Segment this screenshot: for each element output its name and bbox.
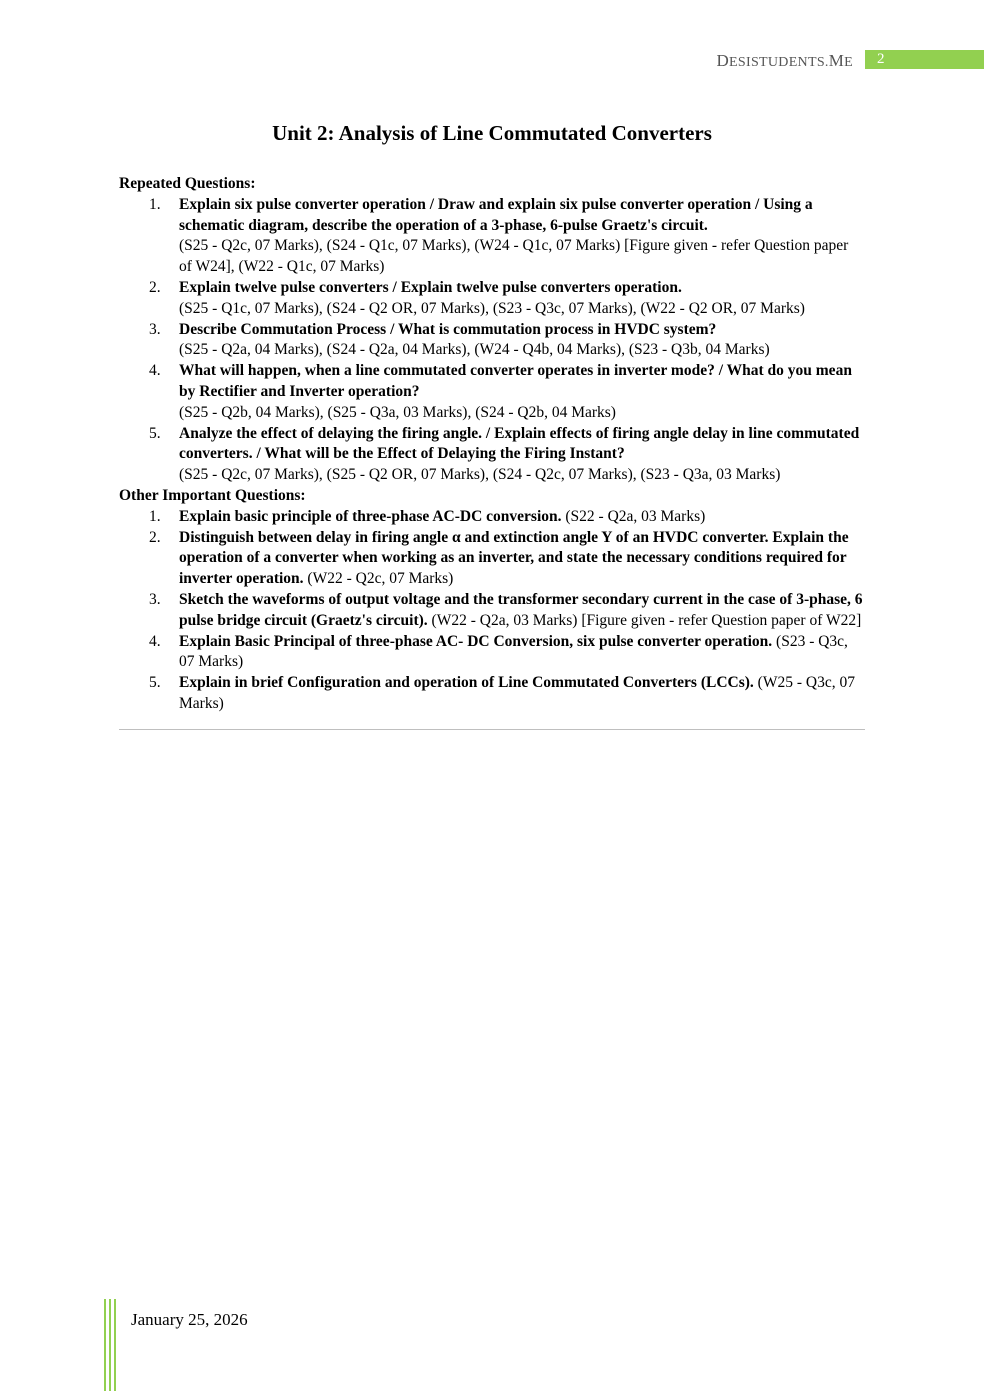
question-text: Explain basic principle of three-phase AC-DC conversion.: [179, 507, 562, 525]
question-reference: (S25 - Q2b, 04 Marks), (S25 - Q3a, 03 Marks), (S24 - Q2b, 04 Marks): [179, 403, 616, 421]
site-name-tld-initial: M: [828, 51, 845, 70]
footer-accent-bars: [104, 1299, 120, 1391]
question-reference: (W22 - Q2c, 07 Marks): [307, 570, 454, 588]
question-number: 1.: [149, 507, 161, 525]
question-item: [119, 424, 865, 486]
question-text: Distinguish between delay in firing angle α and extinction angle Y of an HVDC converter. Explain the operation of a converter when working as an inverter, and state the necessary conditions required for inverter operation.: [179, 528, 849, 588]
question-item: [119, 195, 865, 278]
question-reference: (S25 - Q2c, 07 Marks), (S25 - Q2 OR, 07 Marks), (S24 - Q2c, 07 Marks), (S23 - Q3a, 03 Marks): [179, 466, 781, 484]
footer-accent-bar: [104, 1299, 106, 1391]
question-text: Explain in brief Configuration and operation of Line Commutated Converters (LCCs).: [179, 674, 754, 692]
question-item: [119, 507, 865, 528]
question-number: 2.: [149, 278, 161, 296]
question-reference: (S25 - Q2c, 07 Marks), (S24 - Q1c, 07 Marks), (W24 - Q1c, 07 Marks) [Figure given - refer Question paper of W24], (W22 - Q1c, 07 Marks): [179, 237, 849, 276]
section-divider: [119, 729, 865, 730]
question-text: Explain Basic Principal of three-phase AC- DC Conversion, six pulse converter operation.: [179, 632, 773, 650]
question-item: [119, 528, 865, 590]
question-item: [119, 632, 865, 674]
question-reference: (S25 - Q1c, 07 Marks), (S24 - Q2 OR, 07 Marks), (S23 - Q3c, 07 Marks), (W22 - Q2 OR, 07 Marks): [179, 299, 805, 317]
page-title: Unit 2: Analysis of Line Commutated Converters: [272, 121, 712, 145]
question-item: [119, 278, 865, 320]
site-name: [716, 51, 853, 71]
question-number: 5.: [149, 674, 161, 692]
question-reference: (S25 - Q2a, 04 Marks), (S24 - Q2a, 04 Marks), (W24 - Q4b, 04 Marks), (S23 - Q3b, 04 Marks): [179, 341, 770, 359]
question-item: [119, 320, 865, 362]
question-text: Describe Commutation Process / What is commutation process in HVDC system?: [179, 320, 717, 338]
question-text: Explain six pulse converter operation / Draw and explain six pulse converter operation / Using a schematic diagram, describe the operation of a 3-phase, 6-pulse Graetz's circuit.: [179, 195, 813, 234]
question-item: [119, 361, 865, 423]
site-name-initial: D: [716, 51, 730, 70]
question-number: 4.: [149, 362, 161, 380]
site-name-rest: ESISTUDENTS: [729, 55, 825, 70]
page-number: 2: [865, 50, 984, 69]
question-text: Explain twelve pulse converters / Explain twelve pulse converters operation.: [179, 278, 682, 296]
question-reference: (S22 - Q2a, 03 Marks): [565, 507, 706, 525]
footer-date: January 25, 2026: [131, 1310, 248, 1329]
question-reference: (W22 - Q2a, 03 Marks) [Figure given - refer Question paper of W22]: [431, 611, 862, 629]
page-header: [0, 48, 984, 72]
repeated-questions-heading: Repeated Questions:: [119, 175, 256, 192]
question-item: [119, 590, 865, 632]
question-item: [119, 673, 865, 715]
footer-accent-bar: [114, 1299, 116, 1391]
footer-accent-bar: [109, 1299, 111, 1391]
site-name-tld-rest: E: [844, 55, 853, 70]
other-questions-heading: Other Important Questions:: [119, 486, 306, 504]
repeated-questions-list: [119, 195, 865, 486]
site-name-dot: .: [824, 55, 829, 70]
question-number: 5.: [149, 424, 161, 442]
question-text: Sketch the waveforms of output voltage and the transformer secondary current in the case of 3-phase, 6 pulse bridge circuit (Graetz's circuit).: [179, 590, 863, 629]
question-text: What will happen, when a line commutated converter operates in inverter mode? / What do you mean by Rectifier and Inverter operation?: [179, 362, 852, 400]
question-text: Analyze the effect of delaying the firing angle. / Explain effects of firing angle delay in line commutated converters. / What will be the Effect of Delaying the Firing Instant?: [179, 424, 860, 463]
question-reference: (S23 - Q3c, 07 Marks): [179, 632, 848, 671]
question-number: 3.: [149, 590, 161, 608]
question-number: 2.: [149, 528, 161, 546]
question-number: 3.: [149, 320, 161, 338]
question-reference: (W25 - Q3c, 07 Marks): [179, 674, 855, 712]
other-questions-list: [119, 507, 865, 715]
question-number: 1.: [149, 195, 161, 213]
document-body: [119, 118, 865, 730]
question-number: 4.: [149, 632, 161, 650]
